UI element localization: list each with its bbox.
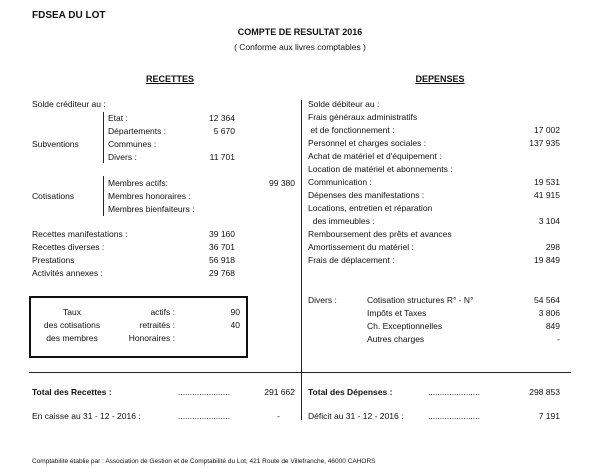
page-title: COMPTE DE RESULTAT 2016 [237, 27, 363, 37]
subvention-label: Divers : [108, 152, 137, 162]
deficit-dots: ...................... [428, 411, 480, 421]
recette-value: 29 768 [209, 268, 235, 278]
cotisations-bracket [103, 176, 104, 216]
depenses-total-rule [301, 372, 571, 373]
divers-label: Divers : [308, 295, 337, 305]
taux-category: Honoraires : [128, 333, 175, 343]
depense-value: 17 002 [534, 125, 560, 135]
taux-line-label: des membres [46, 333, 98, 343]
cotisation-label: Membres honoraires : [108, 191, 191, 201]
total-recettes-value: 291 662 [264, 387, 295, 397]
taux-category: retraités : [139, 320, 175, 330]
depense-label: Dépenses des manifestations : [308, 190, 425, 200]
subvention-label: Etat : [108, 113, 128, 123]
cotisations-label: Cotisations [32, 191, 75, 201]
depense-label: Locations, entretien et réparation [308, 203, 433, 213]
depense-label: Remboursement des prêts et avances [308, 229, 452, 239]
depense-value: 19 849 [534, 255, 560, 265]
total-depenses-dots: ...................... [428, 387, 480, 397]
depense-label: Achat de matériel et d'équipement : [308, 151, 442, 161]
solde-crediteur-label: Solde créditeur au : [32, 99, 106, 109]
recette-value: 39 160 [209, 229, 235, 239]
deficit-value: 7 191 [538, 411, 560, 421]
total-depenses-value: 298 853 [529, 387, 560, 397]
recette-label: Activités annexes : [32, 268, 103, 278]
subventions-label: Subventions [32, 139, 79, 149]
divers-item-value: 849 [545, 321, 560, 331]
depense-label: Personnel et charges sociales : [308, 138, 427, 148]
subvention-value: 11 701 [209, 152, 235, 162]
divers-item-value: 3 806 [538, 308, 560, 318]
total-recettes-label: Total des Recettes : [32, 387, 112, 397]
deficit-label: Déficit au 31 - 12 - 2016 : [308, 411, 404, 421]
subvention-label: Départements : [108, 126, 167, 136]
recettes-heading: RECETTES [145, 74, 194, 84]
total-depenses-label: Total des Dépenses : [308, 387, 393, 397]
recette-value: 56 918 [209, 255, 235, 265]
cotisation-value: 99 380 [269, 178, 295, 188]
org-name: FDSEA DU LOT [32, 10, 106, 21]
recette-value: 36 701 [209, 242, 235, 252]
divers-item-label: Cotisation structures R° - N° [367, 295, 474, 305]
taux-value: 40 [230, 320, 240, 330]
en-caisse-value: - [277, 411, 280, 421]
taux-value: 90 [230, 307, 240, 317]
divers-item-label: Ch. Exceptionnelles [367, 321, 443, 331]
divers-item-label: Autres charges [367, 334, 425, 344]
recette-label: Prestations [32, 255, 75, 265]
cotisation-label: Membres bienfaiteurs : [108, 204, 195, 214]
total-recettes-dots: ...................... [178, 387, 230, 397]
depense-label: Communication : [308, 177, 372, 187]
subvention-label: Communes : [108, 139, 157, 149]
subvention-value: 12 364 [209, 113, 235, 123]
depense-label: Amortissement du matériel : [308, 242, 414, 252]
footer-note: Comptabilité établie par : Association de Gestion et de Comptabilité du Lot, 421 Route de Villefranche, 46000 CAHORS [32, 458, 376, 465]
cotisation-label: Membres actifs: [108, 178, 168, 188]
taux-line-label: des cotisations [43, 320, 101, 330]
depense-value: 41 915 [534, 190, 560, 200]
depense-label: Frais de déplacement : [308, 255, 395, 265]
depense-value: 137 935 [529, 138, 560, 148]
subvention-value: 5 670 [213, 126, 235, 136]
depenses-heading: DEPENSES [415, 74, 465, 84]
page-subtitle: ( Conforme aux livres comptables ) [234, 42, 366, 52]
depense-label: Location de matériel et abonnements : [308, 164, 453, 174]
en-caisse-dots: ...................... [178, 411, 230, 421]
taux-category: actifs : [150, 307, 175, 317]
taux-line-label: Taux [63, 307, 81, 317]
divers-item-value: 54 564 [534, 295, 560, 305]
divers-item-label: Impôts et Taxes [367, 308, 427, 318]
depense-label: des immeubles : [308, 216, 375, 226]
depense-value: 298 [545, 242, 560, 252]
depense-value: 19 531 [534, 177, 560, 187]
depense-value: 3 104 [538, 216, 560, 226]
depense-label: et de fonctionnement : [308, 125, 395, 135]
depense-label: Solde débiteur au : [308, 99, 380, 109]
recette-label: Recettes manifestations : [32, 229, 128, 239]
recettes-total-rule [29, 372, 301, 373]
divers-item-value: - [557, 334, 560, 344]
recette-label: Recettes diverses : [32, 242, 105, 252]
en-caisse-label: En caisse au 31 - 12 - 2016 : [32, 411, 141, 421]
subventions-bracket [103, 112, 104, 163]
depense-label: Frais généraux administratifs [308, 112, 418, 122]
